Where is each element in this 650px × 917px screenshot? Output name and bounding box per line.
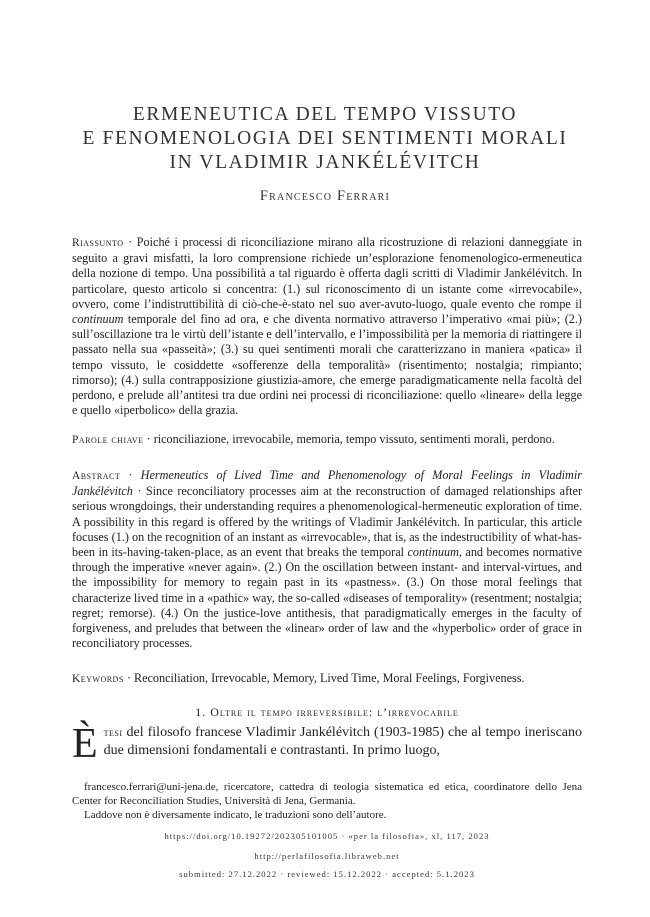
separator: · bbox=[123, 235, 137, 249]
separator: · bbox=[143, 432, 154, 446]
lead-word: tesi bbox=[103, 727, 123, 739]
keywords-text: Reconciliation, Irrevocable, Memory, Lived Time, Moral Feelings, Forgiveness. bbox=[133, 671, 525, 685]
parole-chiave-text: riconciliazione, irrevocabile, memoria, tempo vissuto, sentimenti morali, perdono. bbox=[153, 432, 555, 446]
keywords-label: Keywords bbox=[72, 673, 124, 685]
separator: · bbox=[123, 671, 134, 685]
title-line-2: E FENOMENOLOGIA DEI SENTIMENTI MORALI bbox=[82, 128, 568, 149]
footer-doi: https://doi.org/10.19272/202305101005 · «per la filosofia», xl, 117, 2023 bbox=[164, 831, 490, 841]
riassunto-text-b: temporale del fino ad ora, e che diventa normativo attraverso l’imperativo «mai più»; (2.) sull’oscillazione tra le virtù dell’istante e dell’intervallo, e l’impossibilità per la memoria di riattingere il passato nella sua «passeità»; (3.) su quei sentimenti morali che caratterizzano in maniera «patica» il tempo vissuto, le cosiddette «sofferenze della temporalità» (risentimento; nostalgia; rimpianto; rimorso); (4.) sulla contrapposizione giustizia-amore, che emerge paradigmaticamente nella facoltà del perdono, e prelude all’antitesi tra due ordini nei processi di riconciliazione: quello «lineare» della legge e quello «iperbolico» della grazia. bbox=[72, 312, 582, 418]
footnote bbox=[72, 780, 582, 822]
title-line-3: IN VLADIMIR JANKÉLÉVITCH bbox=[169, 152, 481, 173]
parole-chiave-label: Parole chiave bbox=[72, 434, 144, 446]
parole-chiave-paragraph bbox=[72, 432, 582, 448]
article-title bbox=[40, 103, 610, 175]
riassunto-text-a: Poiché i processi di riconciliazione mirano alla ricostruzione di relazioni danneggiate in seguito a gravi misfatti, la loro comprensione richiede un’esplorazione fenomenologico-ermeneutica della nozione di tempo. Una possibilità a tal riguardo è offerta dagli scritti di Vladimir Jankélévitch. In particolare, questo articolo si concentra: (1.) sul riconoscimento di un istante come «irrevocabile», ovvero, come l’indistruttibilità di ciò-che-è-stato nel suo aver-avuto-luogo, quale evento che rompe il bbox=[72, 235, 582, 311]
first-paragraph bbox=[72, 721, 582, 767]
footer-website: http://perlafilosofia.libraweb.net bbox=[254, 851, 400, 861]
abstract-italic: continuum bbox=[407, 545, 459, 560]
footnote-affiliation: francesco.ferrari@uni-jena.de, ricercatore, cattedra di teologia sistematica ed etica, coordinatore dello Jena Center for Reconciliation Studies, Università di Jena, Germania. bbox=[72, 781, 582, 807]
title-line-1: ERMENEUTICA DEL TEMPO VISSUTO bbox=[132, 104, 518, 125]
riassunto-italic: continuum bbox=[72, 312, 124, 327]
abstract-title: Hermeneutics of Lived Time and Phenomenology of Moral Feelings in Vladimir Jankélévitch bbox=[72, 468, 582, 499]
abstract-text-b: , and becomes normative through the imperative «never again». (2.) On the oscillation between instant- and interval-virtues, and the impossibility for memory to regain past in its «pastness». (3.) On those moral feelings that characterize lived time in a «pathic» way, the so-called «diseases of temporality» (resentment; nostalgia; regret; remorse). (4.) On the justice-love antithesis, that paradigmatically emerges in the faculty of forgiveness, and preludes that between the «linear» order of law and the «hyperbolic» order of grace in reconciliatory processes. bbox=[72, 545, 582, 651]
abstract-text-a: Since reconciliatory processes aim at the reconstruction of damaged relationships after serious wrongdoings, their understanding requires a phenomenological-hermeneutic exploration of time. A possibility in this regard is offered by the writings of Vladimir Jankélévitch. In particular, this article focuses (1.) on the recognition of an instant as «irrevocable», that is, as the indestructibility of what-has-been in its-having-taken-place, as an event that breaks the temporal bbox=[72, 484, 582, 560]
section-heading: 1. Oltre il tempo irreversibile: l’irrevocabile bbox=[195, 705, 459, 719]
drop-cap: È bbox=[72, 721, 98, 767]
riassunto-label: Riassunto bbox=[72, 237, 124, 249]
abstract-paragraph bbox=[72, 468, 582, 651]
riassunto-paragraph bbox=[72, 235, 582, 418]
separator: · bbox=[120, 468, 141, 482]
abstract-label: Abstract bbox=[72, 470, 121, 482]
author-name: Francesco Ferrari bbox=[259, 188, 391, 204]
footnote-translation-note: Laddove non è diversamente indicato, le traduzioni sono dell’autore. bbox=[84, 809, 387, 821]
keywords-paragraph bbox=[72, 671, 582, 687]
footer-dates: submitted: 27.12.2022 · reviewed: 15.12.2022 · accepted: 5.1.2023 bbox=[179, 869, 475, 879]
body-text: del filosofo francese Vladimir Jankélévitch (1903-1985) che al tempo ineriscano due dimensioni fondamentali e contrastanti. In primo luogo, bbox=[103, 725, 582, 758]
separator: · bbox=[132, 484, 146, 499]
